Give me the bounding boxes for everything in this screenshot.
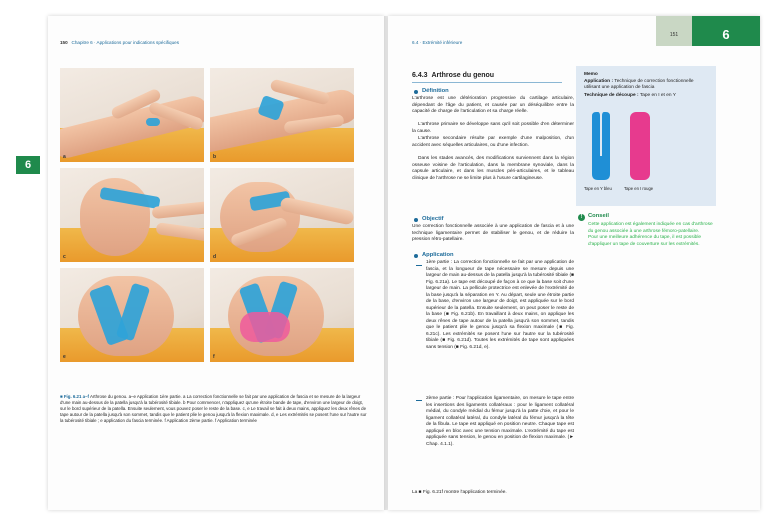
tape-y-caption: Tape en Y bleu [584,186,612,191]
definition-p1: L'arthrose est une détérioration progressive du cartilage articulaire, dépendant de l'âge du patient, et causée par un déséquilibre entre la capacité de charge de l'articulation et sa charge réelle. [412,96,574,114]
photo-f [210,268,354,362]
photo-d [210,168,354,262]
memo-technique-value: Tape en I et en Y [639,93,676,98]
memo-technique-label: Technique de découpe : [584,93,639,98]
photo-label: b [213,154,217,160]
figure-caption-text: Arthrose du genou. a–e Application 1ère partie. a La correction fonctionnelle se fait par une application de fascia et se mesure de la largeur d'une main au-dessus de la patella jusqu'à la tubérosité tibiale. b Pour commencer, n'appliquez qu'une étroite bande de tape, d'environ une largeur de doigt, sur le bord supérieur de la patella. Ensuite seulement, vous pouvez poser le reste de la base. c, e Le travail se fait à deux mains, appliquez les deux rênes de tape autour de la patella jusqu'à son sommet, tandis que le patient plie le genou jusqu'à la flexion maximale. d, e Les extrémités se posent l'une sur l'autre sur la tubérosité tibiale ; e application du fascia terminée. f Application 2ème partie. f Application terminée [60,394,367,423]
photo-label: a [63,154,66,160]
memo-application [584,79,704,91]
conseil-icon: ! [578,214,585,221]
photo-label: d [213,254,217,260]
application-heading: Application [422,252,454,258]
memo-technique [584,93,710,98]
photo-b [210,68,354,162]
i-tape-icon [630,112,650,180]
definition-p4: Dans les stades avancés, des modifications surviennent dans la région osseuse voisine de l'articulation, dans la membrane synoviale, dans la capsule articulaire, et dans les muscles péri-articulaires, et le tableau clinique de l'arthrose ne se limite plus à l'usure cartilagineuse. [412,156,574,181]
definition-p3: L'arthrose secondaire résulte par exemple d'une malposition, d'un accident avec séquelles articulaires, ou d'une infection. [412,136,574,148]
figure-caption [60,394,368,424]
left-page-number: 150 [60,40,68,45]
memo-box [576,66,716,206]
section-heading [412,72,494,79]
photo-c [60,168,204,262]
right-chapter-tab: 6 [692,16,760,46]
photo-e [60,268,204,362]
right-page [388,16,760,510]
part2-marker [416,400,422,401]
memo-application-label: Application : [584,79,614,84]
photo-label: f [213,354,215,360]
application-closing: La ■ Fig. 6.21f montre l'application terminée. [412,490,507,495]
definition-heading: Définition [422,88,449,94]
photo-label: e [63,354,66,360]
memo-title: Memo [584,72,598,77]
left-page [48,16,384,510]
definition-p2: L'arthrose primaire se développe sans qu'il soit possible d'en déterminer la cause. [412,122,574,134]
section-number: 6.4.3 [412,72,428,79]
photo-a [60,68,204,162]
memo-application-value: Technique de correction fonctionnelle utilisant une application de fascia [584,79,694,90]
left-running-head [60,40,179,45]
right-page-number: 151 [656,16,692,46]
section-title: Arthrose du genou [431,72,495,79]
left-chapter-tab: 6 [16,156,40,174]
conseil-text [588,222,718,248]
objectif-heading: Objectif [422,216,444,222]
conseil-text-1: Cette application est également indiquée en cas d'arthrose du genou associée à une arthrose fémoro-patellaire. [588,222,713,234]
tape-i-caption: Tape en I rouge [624,186,654,191]
conseil-text-2: Pour une meilleure adhérence du tape, il est possible d'appliquer un tape de couverture sur les extrémités. [588,235,702,247]
application-part2: 2ème partie : Pour l'application ligamentaire, on mesure le tape entre les insertions des ligaments collatéraux : pour le ligament collatéral médial, du condyle médial du fémur jusqu'à la patte d'oie, et pour le ligament collatéral latéral, du condyle latéral du fémur jusqu'à la tête de la fibula. Le tape est appliqué en position neutre. Chaque tape est appliqué en bloc avec une tension maximale. L'extrémité du tape est appliquée sans tension, le genou en position de flexion maximale. (► Chap. 4.1.1). [426,396,574,447]
conseil-heading: Conseil [588,213,609,219]
photo-label: c [63,254,66,260]
left-chapter-title: Chapitre 6 · Applications pour indications spécifiques [71,40,180,45]
right-header [656,16,760,46]
right-running-head: 6.4 · Extrémité inférieure [412,40,463,45]
y-tape-icon [590,112,612,180]
section-rule [412,82,562,83]
application-part1: 1ère partie : La correction fonctionnelle se fait par une application de fascia, et la longueur de tape nécessaire se mesure depuis une largeur de main au-dessus de la patella jusqu'à la tubérosité tibiale (■ Fig. 6.21a). Le tape est découpé de façon à ce que la base soit d'une largeur de main. La pellicule protectrice est enlevée de l'extrémité de la base jusqu'à la séparation en Y. Au départ, seule une étroite partie de la base, d'environ une largeur de doigt, est appliquée sur le bord supérieur de la patella. Ensuite seulement, on peut poser le reste de la base (■ Fig. 6.21b). En travaillant à deux mains, on applique les deux rênes de tape autour de la patella jusqu'à son sommet, tandis que le patient plie le genou jusqu'à sa flexion maximale (■ Fig. 6.21c). Les extrémités se posent l'une sur l'autre sur la tubérosité tibiale (■ Fig. 6.21d). Toutes les extrémités de tape sont appliquées sans tension (■ Fig. 6.21d, e). [426,260,574,350]
figure-number: ■ Fig. 6.21 a–f [60,394,90,399]
objectif-text: Une correction fonctionnelle associée à une application de fascia et à une technique ligamentaire permet de stabiliser le genou, et de réduire la pression rétro-patellaire. [412,224,574,242]
part1-marker [416,265,422,266]
